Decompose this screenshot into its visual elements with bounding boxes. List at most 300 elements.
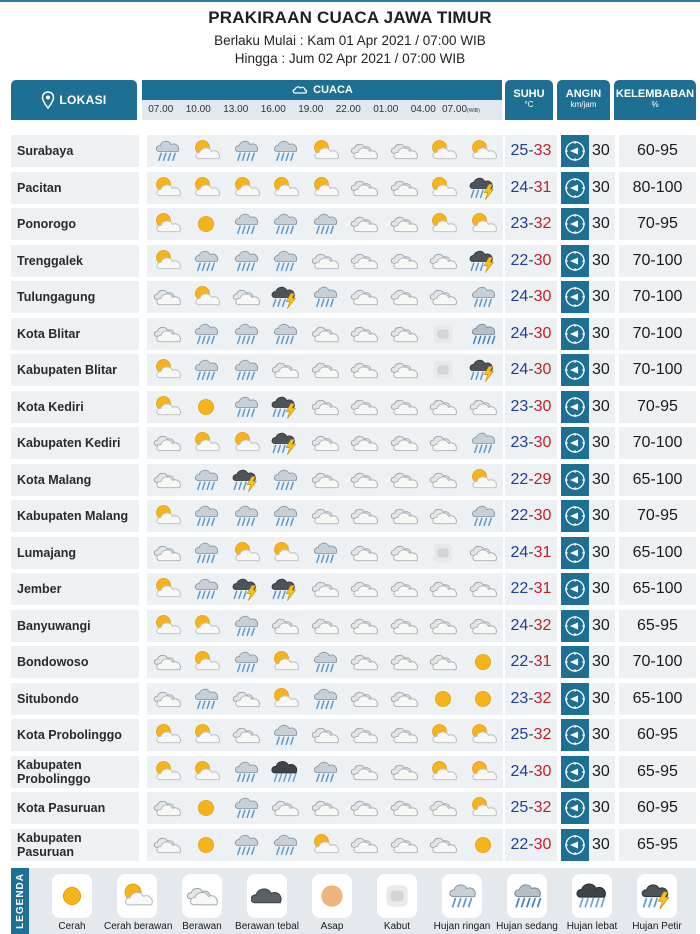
humidity: 70-95 — [619, 391, 696, 423]
suhu-label: SUHU — [513, 88, 545, 100]
valid-to: Hingga : Jum 02 Apr 2021 / 07:00 WIB — [234, 51, 466, 66]
sun-cloud-icon — [266, 172, 306, 204]
thunder-icon — [463, 245, 503, 277]
temp-max: 31 — [533, 178, 552, 196]
wind-speed: 30 — [592, 507, 610, 524]
weather-cells — [147, 829, 503, 861]
sun-cloud-icon — [463, 135, 503, 167]
temp-max: 30 — [533, 397, 552, 415]
humidity: 65-100 — [619, 537, 696, 569]
cloudy-icon — [305, 573, 345, 605]
humidity: 70-100 — [619, 354, 696, 386]
legend-label — [11, 868, 29, 934]
sun-cloud-icon — [147, 500, 187, 532]
rain-light-icon — [187, 573, 227, 605]
sun-cloud-icon — [147, 391, 187, 423]
header-angin — [557, 80, 610, 120]
sun-icon — [463, 646, 503, 678]
sun-cloud-icon — [463, 756, 503, 788]
humidity: 60-95 — [619, 719, 696, 751]
temperature — [505, 719, 557, 751]
cloudy-icon — [345, 318, 385, 350]
angin-unit: km/jam — [570, 100, 597, 109]
cloudy-icon — [384, 318, 424, 350]
wind — [561, 427, 615, 459]
time-label: 22.00 — [335, 104, 361, 115]
wind — [561, 829, 615, 861]
temp-dash: - — [528, 580, 534, 597]
rain-light-icon — [187, 683, 227, 715]
temp-min: 25 — [510, 726, 529, 743]
rain-heavy-icon — [572, 874, 612, 918]
wind-speed: 30 — [592, 215, 610, 232]
cloudy-icon — [226, 719, 266, 751]
temp-max: 30 — [533, 434, 552, 451]
humidity: 65-95 — [619, 610, 696, 642]
wind-direction-icon — [561, 683, 589, 715]
time-label: 10.00 — [185, 104, 211, 115]
weather-cells — [147, 646, 503, 678]
angin-label: ANGIN — [565, 88, 602, 100]
cloudy-icon — [147, 646, 187, 678]
temp-dash: - — [528, 251, 534, 269]
humidity: 80-100 — [619, 172, 696, 204]
temp-min: 24 — [510, 762, 529, 780]
weather-cells — [147, 208, 503, 240]
wind-direction-icon — [561, 281, 589, 313]
cloudy-icon — [305, 792, 345, 824]
temp-min: 23 — [510, 215, 529, 232]
temp-dash: - — [528, 543, 534, 561]
sun-cloud-icon — [463, 208, 503, 240]
sun-cloud-icon — [187, 135, 227, 167]
temp-min: 24 — [510, 543, 529, 561]
wind-speed: 30 — [592, 178, 610, 196]
weather-cells — [147, 464, 503, 496]
temperature — [505, 427, 557, 459]
location-name: Kabupaten Kediri — [11, 427, 139, 459]
temperature — [505, 646, 557, 678]
cloudy-icon — [345, 610, 385, 642]
cloudy-icon — [226, 281, 266, 313]
cloudy-icon — [345, 573, 385, 605]
temp-dash: - — [528, 616, 534, 634]
wind-speed: 30 — [592, 251, 610, 269]
cloudy-icon — [305, 610, 345, 642]
cloudy-icon — [147, 464, 187, 496]
header-kelembaban — [614, 80, 696, 120]
temp-dash: - — [528, 507, 534, 524]
rain-light-icon — [266, 464, 306, 496]
sun-cloud-icon — [187, 427, 227, 459]
temp-max: 31 — [533, 580, 552, 597]
rain-light-icon — [266, 829, 306, 861]
cloudy-icon — [266, 610, 306, 642]
temperature — [505, 208, 557, 240]
legend-item — [39, 874, 105, 932]
temp-max: 29 — [533, 470, 552, 488]
table-row — [11, 535, 696, 572]
wind-speed: 30 — [592, 361, 610, 378]
temp-max: 32 — [533, 726, 552, 743]
weather-cells — [147, 573, 503, 605]
sun-cloud-icon — [147, 208, 187, 240]
thunder-icon — [266, 281, 306, 313]
wind-direction-icon — [561, 318, 589, 350]
temperature — [505, 573, 557, 605]
cloudy-icon — [384, 646, 424, 678]
cloudy-icon — [463, 537, 503, 569]
cloudy-icon — [147, 829, 187, 861]
time-label: 04.00 — [410, 104, 436, 115]
temp-min: 23 — [510, 397, 529, 415]
wind-direction-icon — [561, 500, 589, 532]
table-row — [11, 827, 696, 864]
top-border — [0, 0, 700, 6]
location-name: Kabupaten Blitar — [11, 354, 139, 386]
temperature — [505, 756, 557, 788]
temp-dash: - — [528, 653, 534, 670]
cloudy-icon — [305, 427, 345, 459]
sun-cloud-icon — [463, 464, 503, 496]
wind — [561, 318, 615, 350]
temp-dash: - — [528, 434, 534, 451]
location-name: Ponorogo — [11, 208, 139, 240]
location-name: Banyuwangi — [11, 610, 139, 642]
cloudy-icon — [266, 792, 306, 824]
wind — [561, 573, 615, 605]
rain-light-icon — [226, 829, 266, 861]
table-row — [11, 717, 696, 754]
kelembaban-unit: % — [651, 100, 659, 109]
temp-dash: - — [528, 726, 534, 743]
rain-medium-icon — [507, 874, 547, 918]
rain-light-icon — [226, 756, 266, 788]
sun-icon — [187, 391, 227, 423]
lokasi-label: LOKASI — [59, 93, 107, 107]
humidity: 70-100 — [619, 646, 696, 678]
sun-cloud-icon — [266, 537, 306, 569]
legend-item-label: Cerah berawan — [104, 921, 173, 932]
rain-light-icon — [226, 318, 266, 350]
forecast-table — [11, 133, 696, 863]
sun-cloud-icon — [187, 281, 227, 313]
rain-light-icon — [187, 537, 227, 569]
weather-cells — [147, 135, 503, 167]
sun-cloud-icon — [147, 354, 187, 386]
cloudy-icon — [345, 537, 385, 569]
rain-light-icon — [226, 354, 266, 386]
humidity: 70-95 — [619, 500, 696, 532]
wind-direction-icon — [561, 829, 589, 861]
sun-cloud-icon — [187, 172, 227, 204]
sun-cloud-icon — [147, 573, 187, 605]
cloudy-icon — [424, 573, 464, 605]
cloudy-icon — [384, 391, 424, 423]
humidity: 70-100 — [619, 281, 696, 313]
sun-cloud-icon — [424, 756, 464, 788]
rain-light-icon — [187, 464, 227, 496]
table-row — [11, 790, 696, 827]
temp-dash: - — [528, 288, 534, 305]
rain-light-icon — [226, 500, 266, 532]
sun-cloud-icon — [187, 719, 227, 751]
cloudy-icon — [424, 281, 464, 313]
wind — [561, 354, 615, 386]
weather-cells — [147, 427, 503, 459]
wind — [561, 464, 615, 496]
temperature — [505, 537, 557, 569]
sun-cloud-icon — [147, 756, 187, 788]
cloudy-icon — [345, 792, 385, 824]
thunder-icon — [463, 172, 503, 204]
table-row — [11, 352, 696, 389]
cloudy-icon — [305, 354, 345, 386]
temp-max: 32 — [533, 215, 552, 232]
wind-direction-icon — [561, 464, 589, 496]
cloudy-icon — [305, 245, 345, 277]
temp-max: 32 — [533, 689, 552, 707]
cloud-wind-icon — [291, 84, 309, 96]
wind — [561, 537, 615, 569]
weather-cells — [147, 610, 503, 642]
location-name: Kota Pasuruan — [11, 792, 139, 824]
humidity: 65-95 — [619, 756, 696, 788]
cloudy-icon — [226, 683, 266, 715]
cloudy-icon — [345, 829, 385, 861]
time-row — [142, 100, 502, 120]
rain-light-icon — [266, 719, 306, 751]
sun-icon — [187, 792, 227, 824]
cloudy-icon — [182, 874, 222, 918]
wind — [561, 646, 615, 678]
wind-direction-icon — [561, 245, 589, 277]
table-row — [11, 681, 696, 718]
sun-cloud-icon — [226, 537, 266, 569]
wind-speed: 30 — [592, 616, 610, 634]
cloudy-icon — [384, 719, 424, 751]
location-name: Kabupaten Malang — [11, 500, 139, 532]
temp-max: 30 — [533, 762, 552, 780]
rain-light-icon — [442, 874, 482, 918]
wind-direction-icon — [561, 646, 589, 678]
thunder-icon — [266, 427, 306, 459]
temp-max: 32 — [533, 616, 552, 634]
wind — [561, 172, 615, 204]
temperature — [505, 172, 557, 204]
cloudy-icon — [345, 464, 385, 496]
rain-medium-icon — [463, 318, 503, 350]
temp-max: 30 — [533, 288, 552, 305]
cloudy-icon — [345, 719, 385, 751]
wind — [561, 792, 615, 824]
title-block — [0, 8, 700, 68]
rain-light-icon — [305, 537, 345, 569]
temp-max: 31 — [533, 653, 552, 670]
location-name: Kabupaten Pasuruan — [11, 829, 139, 861]
temp-min: 24 — [510, 324, 529, 342]
wind-direction-icon — [561, 719, 589, 751]
haze-icon — [312, 874, 352, 918]
cuaca-label: CUACA — [313, 84, 353, 96]
time-label: 13.00 — [223, 104, 249, 115]
wind — [561, 683, 615, 715]
wind-speed: 30 — [592, 142, 610, 159]
sun-icon — [463, 829, 503, 861]
cloudy-icon — [424, 500, 464, 532]
sun-cloud-icon — [463, 792, 503, 824]
sun-icon — [52, 874, 92, 918]
cloudy-icon — [345, 500, 385, 532]
temp-min: 25 — [510, 799, 529, 816]
header-suhu — [505, 80, 553, 120]
rain-light-icon — [305, 208, 345, 240]
wind-direction-icon — [561, 756, 589, 788]
time-label: 19.00 — [298, 104, 324, 115]
rain-light-icon — [187, 245, 227, 277]
cloudy-icon — [424, 646, 464, 678]
humidity: 65-100 — [619, 683, 696, 715]
time-suffix: (WIB) — [467, 108, 480, 114]
table-row — [11, 498, 696, 535]
table-row — [11, 243, 696, 280]
cloudy-icon — [384, 683, 424, 715]
cloudy-icon — [305, 464, 345, 496]
sun-icon — [187, 208, 227, 240]
weather-cells — [147, 537, 503, 569]
temp-min: 22 — [510, 251, 529, 269]
temp-min: 23 — [510, 689, 529, 707]
sun-cloud-icon — [147, 610, 187, 642]
temperature — [505, 829, 557, 861]
weather-cells — [147, 500, 503, 532]
rain-light-icon — [226, 135, 266, 167]
time-label: 16.00 — [260, 104, 286, 115]
legend-item-label: Hujan lebat — [566, 921, 618, 932]
legend-item — [104, 874, 173, 932]
sun-icon — [424, 683, 464, 715]
header-lokasi — [11, 80, 137, 120]
rain-light-icon — [187, 318, 227, 350]
legend-title: LEGENDA — [14, 873, 26, 929]
wind-speed: 30 — [592, 835, 610, 853]
location-name: Trenggalek — [11, 245, 139, 277]
temp-max: 33 — [533, 142, 552, 159]
legend-item-label: Hujan sedang — [496, 921, 558, 932]
cloudy-icon — [345, 756, 385, 788]
rain-light-icon — [305, 683, 345, 715]
cloudy-icon — [345, 354, 385, 386]
temp-dash: - — [528, 397, 534, 415]
cloudy-icon — [345, 427, 385, 459]
cloudy-icon — [384, 245, 424, 277]
table-row — [11, 133, 696, 170]
cloudy-icon — [266, 354, 306, 386]
rain-light-icon — [226, 208, 266, 240]
rain-light-icon — [226, 610, 266, 642]
overcast-icon — [247, 874, 287, 918]
cloudy-icon — [305, 719, 345, 751]
temp-min: 22 — [510, 580, 529, 597]
cloudy-icon — [384, 500, 424, 532]
wind-direction-icon — [561, 172, 589, 204]
rain-light-icon — [266, 135, 306, 167]
location-name: Pacitan — [11, 172, 139, 204]
humidity: 65-100 — [619, 464, 696, 496]
rain-light-icon — [266, 208, 306, 240]
cloudy-icon — [463, 391, 503, 423]
wind-direction-icon — [561, 208, 589, 240]
humidity: 70-100 — [619, 427, 696, 459]
sun-cloud-icon — [187, 646, 227, 678]
temperature — [505, 354, 557, 386]
wind-direction-icon — [561, 354, 589, 386]
cloudy-icon — [384, 281, 424, 313]
cuaca-band — [142, 80, 502, 100]
location-name: Surabaya — [11, 135, 139, 167]
sun-cloud-icon — [266, 683, 306, 715]
temp-min: 22 — [510, 470, 529, 488]
fog-icon — [424, 318, 464, 350]
cloudy-icon — [384, 792, 424, 824]
rain-light-icon — [226, 391, 266, 423]
cloudy-icon — [463, 573, 503, 605]
sun-cloud-icon — [305, 135, 345, 167]
legend-item-label: Berawan tebal — [235, 921, 299, 932]
legend-item-label: Cerah — [58, 921, 86, 932]
cloudy-icon — [345, 683, 385, 715]
temperature — [505, 391, 557, 423]
weather-cells — [147, 391, 503, 423]
legend-item — [624, 874, 690, 932]
sun-cloud-icon — [147, 719, 187, 751]
thunder-icon — [266, 573, 306, 605]
table-row — [11, 571, 696, 608]
legend-item — [169, 874, 235, 932]
thunder-icon — [266, 391, 306, 423]
rain-light-icon — [187, 500, 227, 532]
location-name: Kota Kediri — [11, 391, 139, 423]
wind-speed: 30 — [592, 653, 610, 670]
temp-max: 31 — [533, 543, 552, 561]
temp-dash: - — [528, 142, 534, 159]
wind — [561, 208, 615, 240]
weather-cells — [147, 683, 503, 715]
rain-heavy-icon — [266, 756, 306, 788]
temperature — [505, 245, 557, 277]
time-label: 07.00 — [148, 104, 174, 115]
wind-speed: 30 — [592, 288, 610, 305]
weather-cells — [147, 245, 503, 277]
temp-min: 25 — [510, 142, 529, 159]
temp-min: 23 — [510, 434, 529, 451]
sun-cloud-icon — [187, 756, 227, 788]
legend-item-label: Berawan — [182, 921, 222, 932]
location-name: Kota Probolinggo — [11, 719, 139, 751]
sun-cloud-icon — [117, 874, 157, 918]
cloudy-icon — [384, 464, 424, 496]
wind — [561, 719, 615, 751]
temp-dash: - — [528, 799, 534, 816]
rain-light-icon — [187, 354, 227, 386]
table-row — [11, 425, 696, 462]
rain-light-icon — [463, 427, 503, 459]
temp-dash: - — [528, 324, 534, 342]
fog-icon — [424, 537, 464, 569]
humidity: 65-95 — [619, 829, 696, 861]
temperature — [505, 683, 557, 715]
table-row — [11, 316, 696, 353]
